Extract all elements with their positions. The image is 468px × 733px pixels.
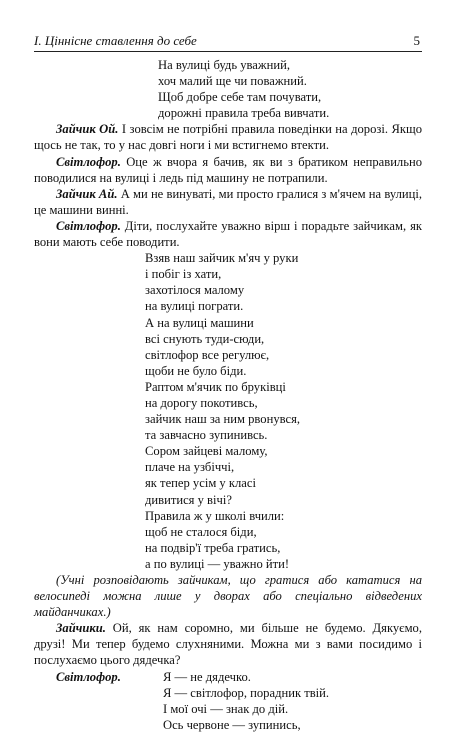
running-header — [34, 33, 420, 53]
verse-line: дорожні правила треба вивчати. — [158, 106, 330, 121]
verse-line: Я — світлофор, порадник твій. — [163, 685, 330, 700]
verse-line: хоч малий ще чи поважний. — [158, 74, 307, 89]
poem-line: на дорогу покотивсь, — [145, 395, 258, 410]
speaker-name: Зайчик Ой. — [56, 122, 119, 137]
dialogue-paragraph — [34, 620, 422, 668]
poem-line: як тепер усім у класі — [145, 476, 256, 491]
section-title: І. Ціннісне ставлення до себе — [34, 33, 197, 48]
verse-line: І мої очі — знак до дій. — [163, 701, 289, 716]
poem — [34, 250, 422, 572]
poem-line: Правила ж у школі вчили: — [145, 508, 285, 523]
speaker-name: Зайчик Ай. — [56, 186, 118, 201]
poem-line: світлофор все регулює, — [145, 347, 270, 362]
poem-line: Сором зайцеві малому, — [145, 444, 268, 459]
poem-line: Взяв наш зайчик м'яч у руки — [145, 251, 299, 266]
dialogue-paragraph — [34, 154, 422, 186]
verse-line: Ось червоне — зупинись, — [163, 717, 301, 732]
poem-line: і побіг із хати, — [145, 267, 222, 282]
poem-line: А на вулиці машини — [145, 315, 254, 330]
speaker-name: Світлофор. — [56, 218, 121, 233]
dialogue-text: А ми не винуваті, ми просто гралися з м'ячем на вулиці, це машини винні. — [34, 186, 422, 217]
final-verse-block — [34, 669, 422, 733]
dialogue-paragraph — [34, 186, 422, 218]
speaker-name: Зайчики. — [56, 621, 106, 636]
poem-line: зайчик наш за ним рвонувся, — [145, 412, 301, 427]
poem-line: щоби не було біди. — [145, 363, 247, 378]
speaker-name: Світлофор. — [56, 154, 121, 169]
poem-line: Раптом м'ячик по бруківці — [145, 379, 286, 394]
poem-line: захотілося малому — [145, 283, 245, 298]
dialogue-text: Діти, послухайте уважно вірш і порадьте зайчикам, як вони мають себе поводити. — [34, 218, 422, 250]
dialogue-paragraph — [34, 121, 422, 153]
poem-line: на подвір'ї треба гратись, — [145, 540, 281, 555]
verse-line: Я — не дядечко. — [163, 669, 251, 684]
page-body — [34, 57, 422, 733]
poem-line: та завчасно зупинивсь. — [145, 428, 268, 443]
poem-line: дивитися у вічі? — [145, 492, 232, 507]
intro-verse — [34, 57, 422, 121]
page-number: 5 — [413, 33, 420, 48]
poem-line: всі снують туди-сюди, — [145, 331, 265, 346]
final-verse — [163, 669, 422, 733]
dialogue-text: Оце ж вчора я бачив, як ви з братиком неправильно поводилися на вулиці і ледь під машину не потрапили. — [34, 154, 422, 185]
poem-line: плаче на узбіччі, — [145, 460, 235, 475]
dialogue-text: І зовсім не потрібні правила поведінки на дорозі. Якщо щось не так, то у нас довгі ноги і ми встигнемо втекти. — [34, 122, 422, 153]
poem-line: на вулиці пограти. — [145, 299, 244, 314]
dialogue-text: Ой, як нам соромно, ми більше не будемо. Дякуємо, друзі! Ми тепер будемо слухняними. Можна ми з вами посидимо і послухаємо цього дядечка? — [34, 621, 422, 668]
dialogue-paragraph — [34, 218, 422, 250]
poem-line: а по вулиці — уважно йти! — [145, 556, 290, 571]
stage-direction: (Учні розповідають зайчикам, що гратися або кататися на велосипеді можна лише у дворах або спеціально відведених майданчиках.) — [34, 573, 422, 620]
header-rule — [34, 51, 422, 52]
speaker-name: Світлофор. — [56, 669, 121, 684]
verse-line: На вулиці будь уважний, — [158, 58, 290, 72]
verse-line: Щоб добре себе там почувати, — [158, 90, 322, 105]
poem-line: щоб не сталося біди, — [145, 524, 257, 539]
